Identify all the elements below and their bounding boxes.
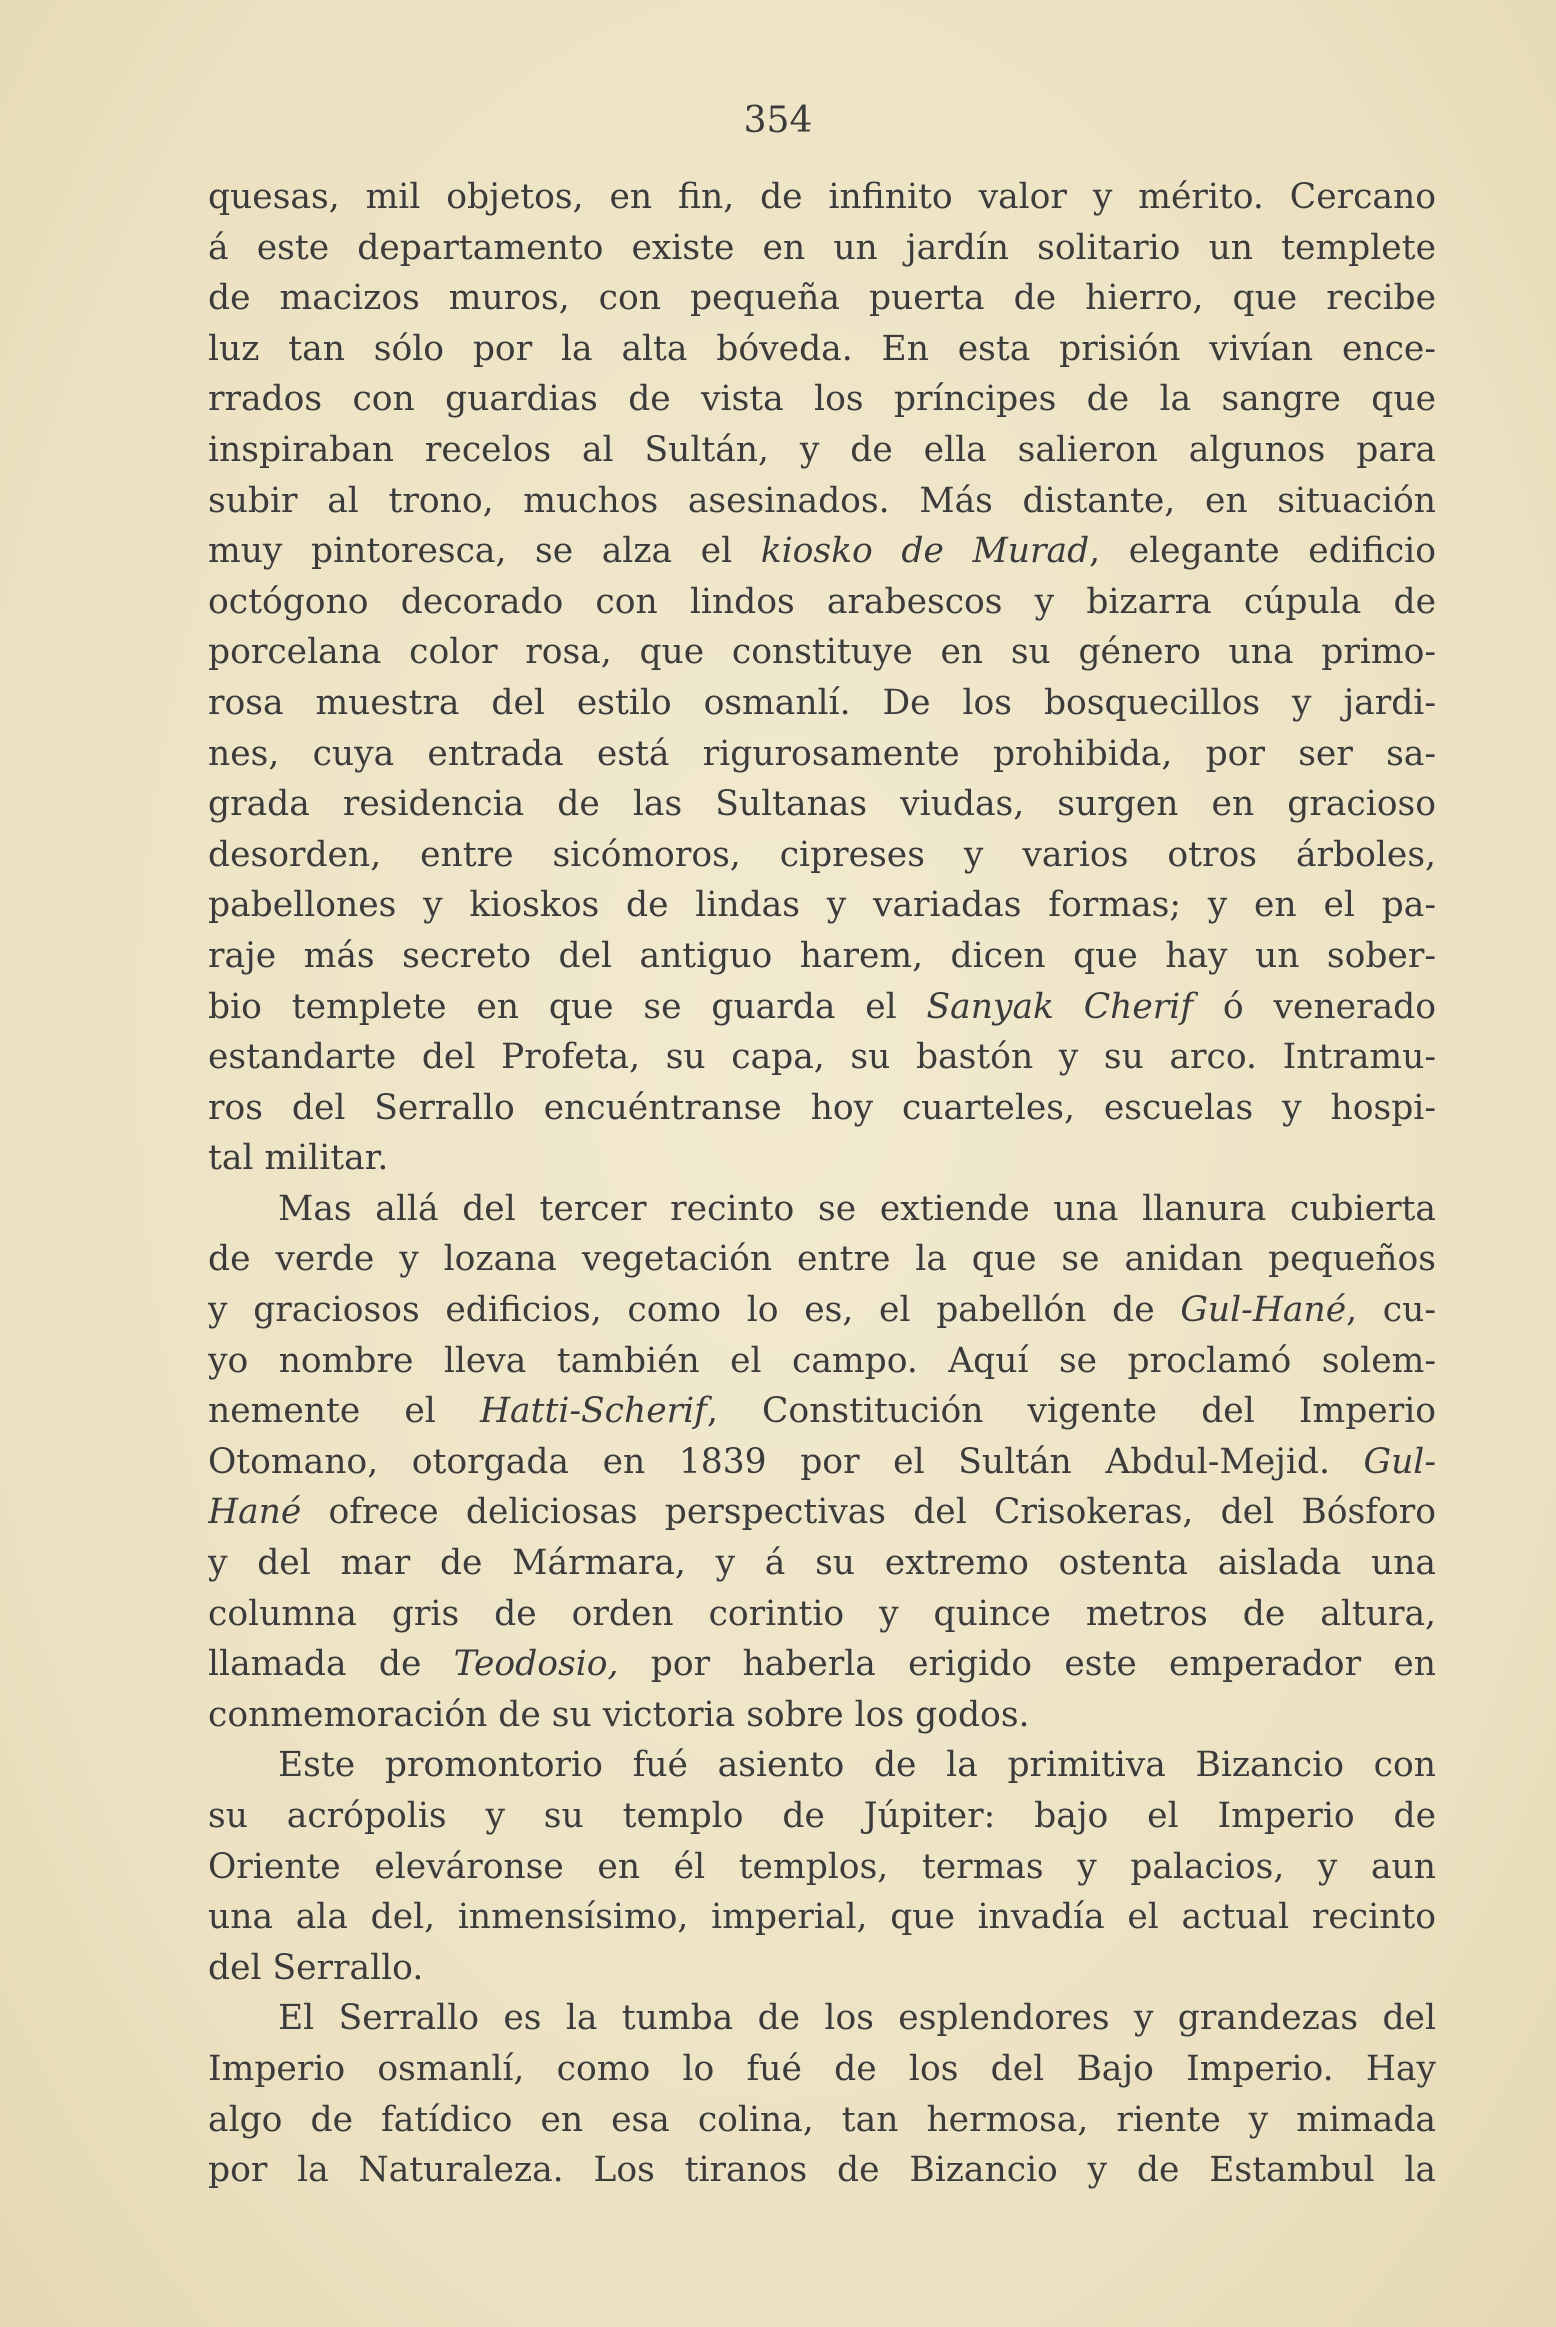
text-line: su acrópolis y su templo de Júpiter: bajo el Imperio de [208, 1796, 1436, 1836]
text-segment: por haberla erigido este emperador en [618, 1644, 1436, 1685]
text-line: octógono decorado con lindos arabescos y bizarra cúpula de [208, 581, 1436, 622]
text-line: tal militar. [208, 1138, 389, 1179]
text-line: porcelana color rosa, que constituye en su género una primo- [208, 632, 1436, 673]
text-line: pabellones y kioskos de lindas y variadas formas; y en el pa- [208, 885, 1436, 926]
italic-text: Hatti-Scherif [479, 1391, 707, 1432]
text-segment: llamada de [208, 1644, 454, 1685]
text-line: estandarte del Profeta, su capa, su bastón y su arco. Intramu- [208, 1037, 1436, 1078]
text-line: algo de fatídico en esa colina, tan hermosa, riente y mimada [208, 2099, 1436, 2140]
text-line [208, 982, 1436, 1033]
text-line: y del mar de Mármara, y á su extremo ostenta aislada una [208, 1543, 1436, 1584]
text-segment: , Constitución vigente del Imperio [706, 1391, 1436, 1432]
text-line [208, 1639, 1436, 1690]
text-line: rrados con guardias de vista los príncipes de la sangre que [208, 379, 1436, 420]
text-line: quesas, mil objetos, en fin, de infinito valor y mérito. Cercano [208, 177, 1436, 217]
text-line: El Serrallo es la tumba de los esplendores y grandezas del [278, 1998, 1436, 2039]
text-segment: Otomano, otorgada en 1839 por el Sultán Abdul-Mejid. [208, 1441, 1364, 1482]
italic-text: Gul- [1363, 1441, 1436, 1482]
italic-text: Hané [208, 1492, 302, 1533]
text-line: ros del Serrallo encuéntranse hoy cuarteles, escuelas y hospi- [208, 1087, 1436, 1128]
text-line: inspiraban recelos al Sultán, y de ella salieron algunos para [208, 429, 1436, 470]
text-line [208, 1437, 1436, 1488]
text-line [208, 1285, 1436, 1336]
text-segment: , elegante edificio [1089, 531, 1436, 572]
body-text [208, 172, 1436, 2196]
italic-text: kiosko de Murad [760, 531, 1090, 572]
page-number: 354 [743, 100, 813, 141]
text-segment: muy pintoresca, se alza el [208, 531, 761, 572]
italic-text: Gul-Hané [1180, 1290, 1347, 1331]
text-segment: nemente el [208, 1391, 480, 1432]
text-line: Imperio osmanlí, como lo fué de los del Bajo Imperio. Hay [208, 2048, 1436, 2089]
text-line: yo nombre lleva también el campo. Aquí se proclamó solem- [208, 1340, 1436, 1381]
text-line: nes, cuya entrada está rigurosamente prohibida, por ser sa- [208, 733, 1436, 774]
text-line: de verde y lozana vegetación entre la que se anidan pequeños [208, 1239, 1436, 1280]
text-line: Mas allá del tercer recinto se extiende una llanura cubierta [278, 1188, 1436, 1229]
text-line: Este promontorio fué asiento de la primitiva Bizancio con [278, 1745, 1436, 1786]
text-line: Oriente eleváronse en él templos, termas y palacios, y aun [208, 1846, 1436, 1887]
text-segment: y graciosos edificios, como lo es, el pabellón de [208, 1290, 1181, 1331]
italic-text: Sanyak Cherif [926, 986, 1194, 1027]
text-line: por la Naturaleza. Los tiranos de Bizancio y de Estambul la [208, 2150, 1436, 2191]
text-line: á este departamento existe en un jardín solitario un templete [208, 227, 1436, 268]
text-line: conmemoración de su victoria sobre los godos. [208, 1694, 1030, 1735]
text-segment: , cu- [1346, 1290, 1436, 1331]
text-line: una ala del, inmensísimo, imperial, que invadía el actual recinto [208, 1897, 1436, 1938]
text-line: columna gris de orden corintio y quince metros de altura, [208, 1593, 1436, 1634]
text-line: desorden, entre sicómoros, cipreses y varios otros árboles, [208, 834, 1436, 875]
text-segment: ofrece deliciosas perspectivas del Crisokeras, del Bósforo [301, 1492, 1436, 1533]
text-line: grada residencia de las Sultanas viudas, surgen en gracioso [208, 784, 1436, 825]
text-segment: ó venerado [1193, 986, 1436, 1027]
text-line [208, 526, 1436, 577]
text-line: subir al trono, muchos asesinados. Más distante, en situación [208, 480, 1436, 521]
text-segment: bio templete en que se guarda el [208, 986, 927, 1027]
text-line: luz tan sólo por la alta bóveda. En esta prisión vivían ence- [208, 328, 1436, 369]
text-line [208, 1487, 1436, 1538]
text-line: de macizos muros, con pequeña puerta de hierro, que recibe [208, 278, 1436, 319]
italic-text: Teodosio, [453, 1644, 619, 1685]
text-line: rosa muestra del estilo osmanlí. De los bosquecillos y jardi- [208, 682, 1436, 723]
text-line [208, 1386, 1436, 1437]
text-line: del Serrallo. [208, 1947, 424, 1988]
text-line: raje más secreto del antiguo harem, dicen que hay un sober- [208, 935, 1436, 976]
